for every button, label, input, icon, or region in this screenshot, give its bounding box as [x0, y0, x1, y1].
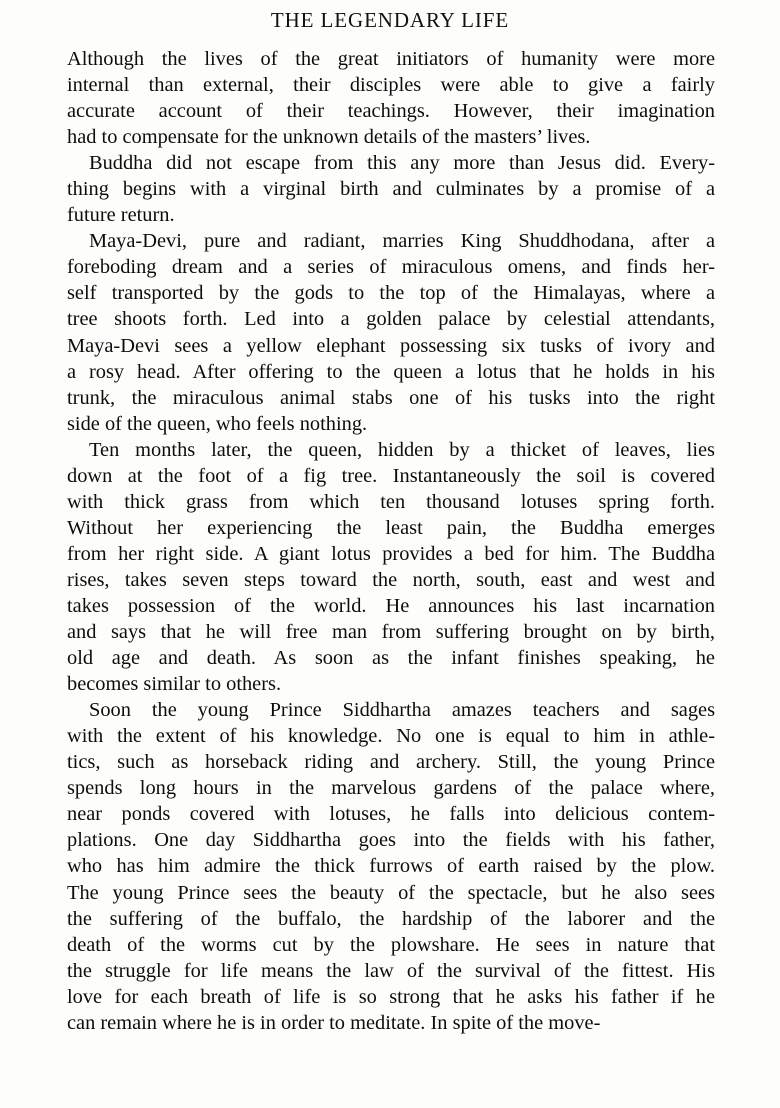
text-line: thing begins with a virginal birth and culminates by a promise of a — [67, 178, 715, 201]
text-line: the struggle for life means the law of the survival of the fittest. His — [67, 959, 715, 982]
text-line: had to compensate for the unknown details of the masters’ lives. — [67, 126, 591, 149]
text-line: internal than external, their disciples were able to give a fairly — [67, 74, 715, 97]
text-line: side of the queen, who feels nothing. — [67, 412, 368, 435]
text-line: death of the worms cut by the plowshare. He sees in nature that — [67, 933, 715, 956]
text-line: Maya-Devi, pure and radiant, marries King Shuddhodana, after a — [89, 230, 715, 253]
para-ten-months — [67, 437, 715, 697]
text-line: love for each breath of life is so strong that he asks his father if he — [67, 985, 715, 1008]
running-head: THE LEGENDARY LIFE — [270, 8, 510, 32]
text-line: Without her experiencing the least pain, the Buddha emerges — [67, 516, 715, 539]
text-line: rises, takes seven steps toward the north, south, east and west and — [67, 568, 715, 591]
text-line: Ten months later, the queen, hidden by a thicket of leaves, lies — [89, 438, 715, 461]
para-buddha-jesus — [67, 150, 715, 228]
body-text-block — [67, 46, 715, 1036]
text-line: old age and death. As soon as the infant finishes speaking, he — [67, 647, 715, 670]
text-line: Maya-Devi sees a yellow elephant possessing six tusks of ivory and — [67, 334, 715, 357]
text-line: Although the lives of the great initiators of humanity were more — [67, 48, 715, 70]
text-line: near ponds covered with lotuses, he falls into delicious contem- — [67, 803, 715, 826]
text-line: spends long hours in the marvelous gardens of the palace where, — [67, 777, 715, 800]
text-line: The young Prince sees the beauty of the spectacle, but he also sees — [67, 881, 715, 904]
text-line: a rosy head. After offering to the queen a lotus that he holds in his — [67, 360, 715, 383]
text-line: plations. One day Siddhartha goes into the fields with his father, — [67, 829, 715, 852]
text-line: down at the foot of a fig tree. Instantaneously the soil is covered — [67, 464, 715, 487]
para-prince-siddhartha — [67, 697, 715, 1036]
text-line: tree shoots forth. Led into a golden palace by celestial attendants, — [67, 308, 715, 331]
text-line: future return. — [67, 204, 175, 227]
text-line: Buddha did not escape from this any more than Jesus did. Every- — [89, 152, 715, 175]
text-line: and says that he will free man from suffering brought on by birth, — [67, 621, 715, 644]
para-maya-devi — [67, 228, 715, 436]
text-line: with thick grass from which ten thousand lotuses spring forth. — [67, 490, 715, 513]
text-line: tics, such as horseback riding and archery. Still, the young Prince — [67, 751, 715, 774]
text-line: the suffering of the buffalo, the hardship of the laborer and the — [67, 907, 715, 930]
text-line: can remain where he is in order to meditate. In spite of the move- — [67, 1011, 601, 1034]
text-line: with the extent of his knowledge. No one is equal to him in athle- — [67, 725, 715, 748]
text-line: Soon the young Prince Siddhartha amazes teachers and sages — [89, 699, 715, 722]
text-line: foreboding dream and a series of miraculous omens, and finds her- — [67, 256, 715, 279]
text-line: accurate account of their teachings. However, their imagination — [67, 100, 715, 123]
text-line: who has him admire the thick furrows of earth raised by the plow. — [67, 855, 715, 878]
text-line: takes possession of the world. He announces his last incarnation — [67, 594, 715, 617]
text-line: trunk, the miraculous animal stabs one of his tusks into the right — [67, 386, 715, 409]
para-initiators — [67, 46, 715, 150]
text-line: becomes similar to others. — [67, 673, 282, 696]
text-line: from her right side. A giant lotus provides a bed for him. The Buddha — [67, 542, 715, 565]
text-line: self transported by the gods to the top of the Himalayas, where a — [67, 282, 715, 305]
